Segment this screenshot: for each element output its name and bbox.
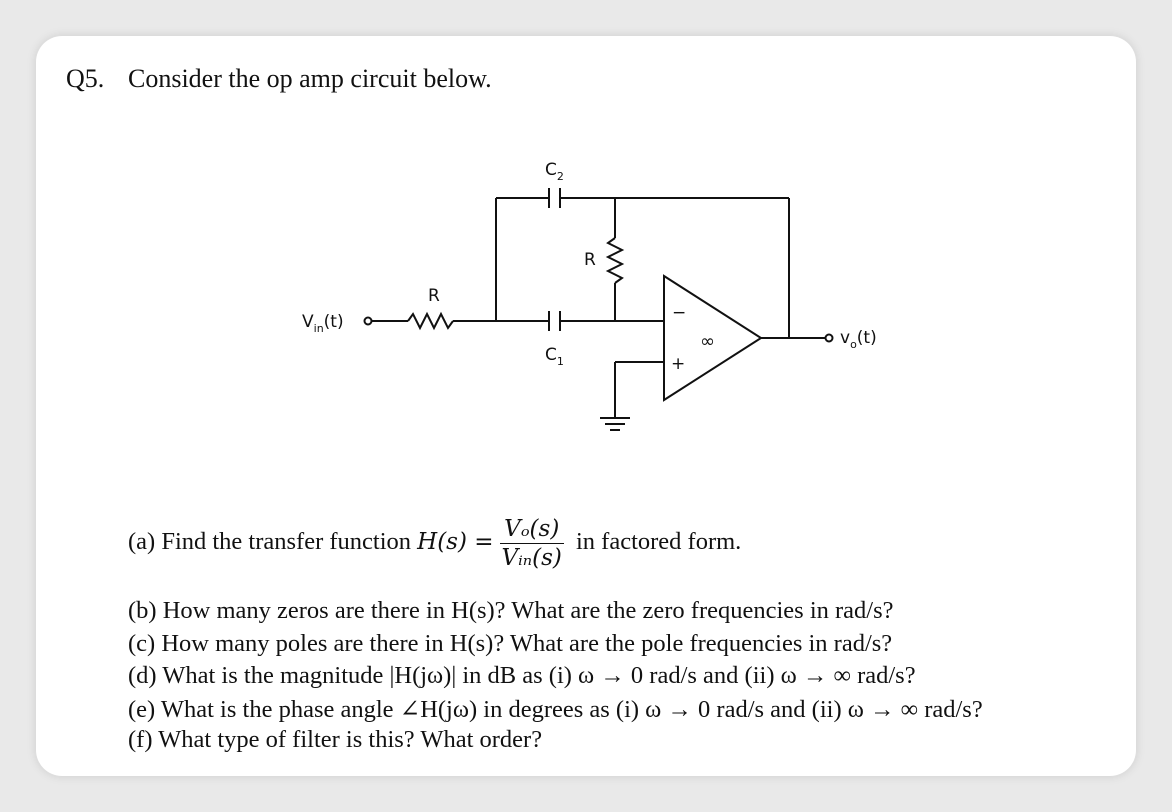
part-f: (f) What type of filter is this? What order? (128, 726, 543, 753)
vin-label: $V_{in}(t)$ (302, 312, 344, 335)
fraction-denominator: Vᵢₙ(s) (501, 545, 562, 571)
vin-terminal (365, 318, 372, 325)
input-resistor (408, 314, 453, 328)
question-number: Q5. (66, 64, 105, 93)
part-a-prefix: (a) Find the transfer function (128, 528, 418, 556)
c2-label: $C_2$ (545, 160, 564, 183)
part-a (128, 516, 741, 571)
vout-label: $v_o(t)$ (840, 328, 877, 351)
question-prompt: Consider the op amp circuit below. (128, 64, 492, 93)
r-in-label: R (428, 286, 440, 306)
r-fb-label: R (584, 250, 596, 270)
part-e: (e) What is the phase angle ∠H(jω) in degrees as (i) ω → 0 rad/s and (ii) ω → ∞ rad/s? (128, 696, 983, 723)
opamp-gain-symbol: ∞ (700, 331, 715, 352)
part-b: (b) How many zeros are there in H(s)? What are the zero frequencies in rad/s? (128, 597, 894, 624)
part-a-suffix: in factored form. (569, 528, 742, 556)
part-c: (c) How many poles are there in H(s)? What are the pole frequencies in rad/s? (128, 630, 893, 657)
part-a-function: H(s) = (417, 529, 494, 556)
feedback-resistor (608, 238, 622, 283)
c1-label: $C_1$ (545, 345, 564, 368)
vout-terminal (826, 335, 833, 342)
fraction-numerator: Vₒ(s) (500, 516, 564, 544)
opamp-plus-sign: + (671, 354, 686, 374)
transfer-fraction (500, 516, 564, 571)
opamp-minus-sign: − (672, 303, 687, 323)
part-d: (d) What is the magnitude |H(jω)| in dB as (i) ω → 0 rad/s and (ii) ω → ∞ rad/s? (128, 662, 916, 689)
